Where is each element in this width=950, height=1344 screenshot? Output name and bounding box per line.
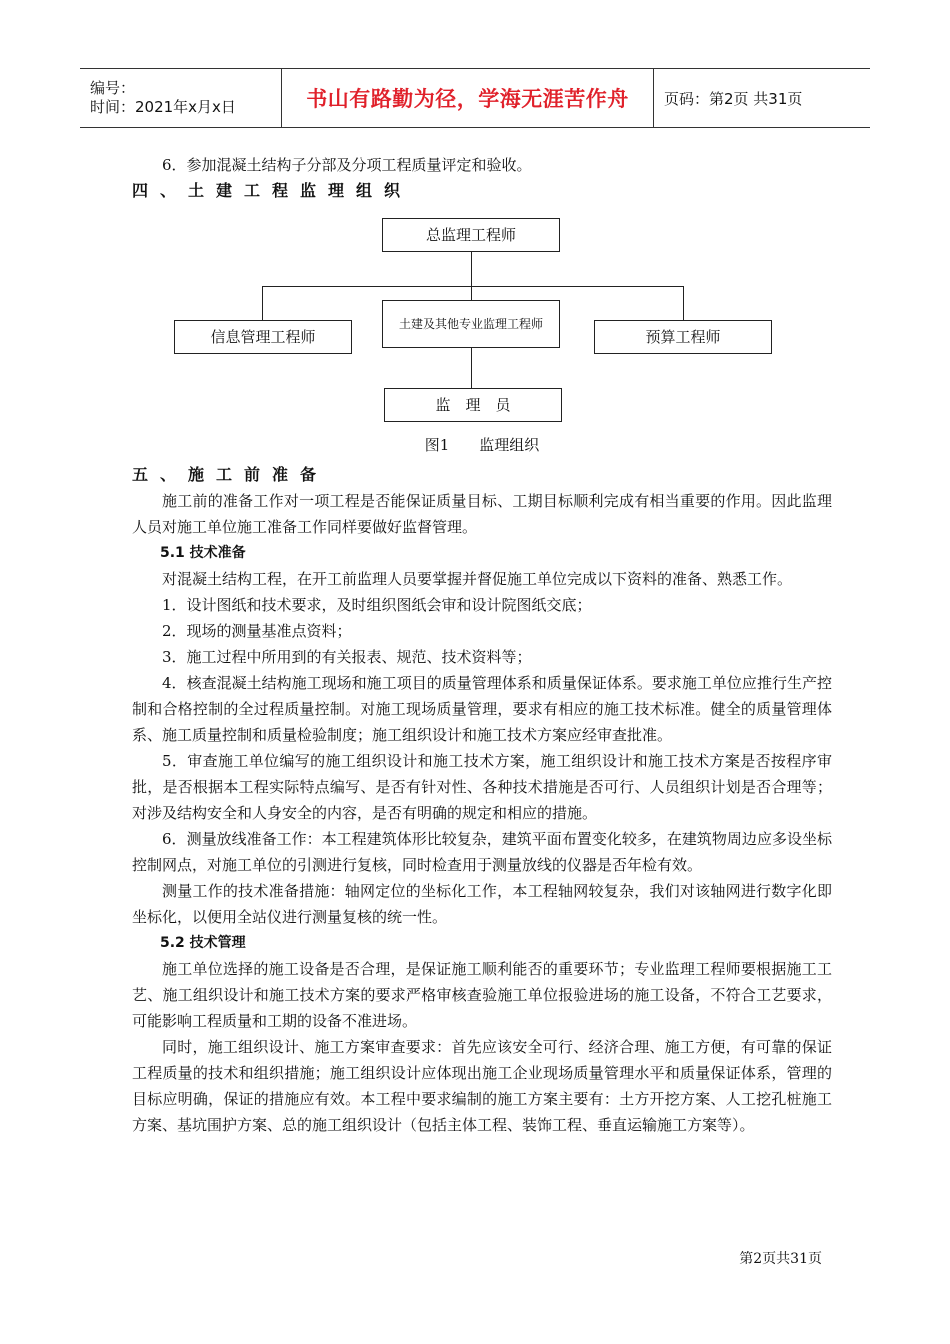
list-item: 5．审查施工单位编写的施工组织设计和施工技术方案，施工组织设计和施工技术方案是否按程序审批，是否根据本工程实际特点编写、是否有针对性、各种技术措施是否可行、人员组织计划是否合理等；对涉及结构安全和人身安全的内容，是否有明确的规定和相应的措施。 <box>132 752 832 822</box>
org-connector <box>471 252 472 286</box>
section-5-intro: 施工前的准备工作对一项工程是否能保证质量目标、工期目标顺利完成有相当重要的作用。因此监理人员对施工单位施工准备工作同样要做好监督管理。 <box>132 492 832 536</box>
header-info-cell <box>80 69 282 127</box>
section-5-heading: 五、施工前准备 <box>132 465 329 484</box>
intro-list-item: 6．参加混凝土结构子分部及分项工程质量评定和验收。 <box>162 156 532 174</box>
org-connector <box>262 286 263 320</box>
org-connector <box>471 348 472 388</box>
org-box-civil: 土建及其他专业监理工程师 <box>382 300 560 348</box>
header-motto-cell <box>282 69 654 127</box>
org-connector <box>471 286 472 300</box>
document-body <box>132 152 832 1138</box>
subsection-5-2-paragraph-1: 施工单位选择的施工设备是否合理，是保证施工顺利能否的重要环节；专业监理工程师要根据施工工艺、施工组织设计和施工技术方案的要求严格审核查验施工单位报验进场的施工设备，不符合工艺要求，可能影响工程质量和工期的设备不准进场。 <box>132 960 832 1030</box>
section-4-heading: 四、土建工程监理组织 <box>132 181 413 200</box>
org-box-inspector: 监 理 员 <box>384 388 562 422</box>
org-box-chief: 总监理工程师 <box>382 218 560 252</box>
org-chart <box>132 206 832 462</box>
figure-caption: 图1 监理组织 <box>424 436 540 454</box>
org-connector <box>262 286 683 287</box>
list-item: 3．施工过程中所用到的有关报表、规范、技术资料等； <box>162 648 532 666</box>
subsection-5-1-heading: 5.1 技术准备 <box>160 545 246 561</box>
org-box-info: 信息管理工程师 <box>174 320 352 354</box>
list-item: 6．测量放线准备工作：本工程建筑体形比较复杂，建筑平面布置变化较多，在建筑物周边应多设坐标控制网点，对施工单位的引测进行复核，同时检查用于测量放线的仪器是否年检有效。 <box>132 830 832 874</box>
doc-time-label: 时间：2021年x月x日 <box>90 98 236 116</box>
subsection-5-2-paragraph-2: 同时，施工组织设计、施工方案审查要求：首先应该安全可行、经济合理、施工方便，有可靠的保证工程质量的技术和组织措施；施工组织设计应体现出施工企业现场质量管理水平和质量保证体系，管理的目标应明确，保证的措施应有效。本工程中要求编制的施工方案主要有：土方开挖方案、人工挖孔桩施工方案、基坑围护方案、总的施工组织设计（包括主体工程、装饰工程、垂直运输施工方案等）。 <box>132 1038 832 1134</box>
measurement-paragraph: 测量工作的技术准备措施：轴网定位的坐标化工作，本工程轴网较复杂，我们对该轴网进行数字化即坐标化，以便用全站仪进行测量复核的统一性。 <box>132 882 832 926</box>
header-motto: 书山有路勤为径，学海无涯苦作舟 <box>306 87 629 111</box>
subsection-5-2-heading: 5.2 技术管理 <box>160 935 246 951</box>
list-item: 2．现场的测量基准点资料； <box>162 622 352 640</box>
list-item: 1．设计图纸和技术要求，及时组织图纸会审和设计院图纸交底； <box>162 596 592 614</box>
page-header <box>80 68 870 128</box>
page-footer: 第2页共31页 <box>739 1251 822 1267</box>
org-box-budget: 预算工程师 <box>594 320 772 354</box>
subsection-5-1-intro: 对混凝土结构工程，在开工前监理人员要掌握并督促施工单位完成以下资料的准备、熟悉工作。 <box>162 570 793 588</box>
list-item: 4．核查混凝土结构施工现场和施工项目的质量管理体系和质量保证体系。要求施工单位应推行生产控制和合格控制的全过程质量控制。对施工现场质量管理，要求有相应的施工技术标准。健全的质量管理体系、施工质量控制和质量检验制度；施工组织设计和施工技术方案应经审查批准。 <box>132 674 832 744</box>
doc-number-label: 编号： <box>90 79 136 97</box>
org-connector <box>683 286 684 320</box>
header-page-label: 页码：第2页 共31页 <box>664 89 803 108</box>
header-page-cell <box>654 69 870 127</box>
